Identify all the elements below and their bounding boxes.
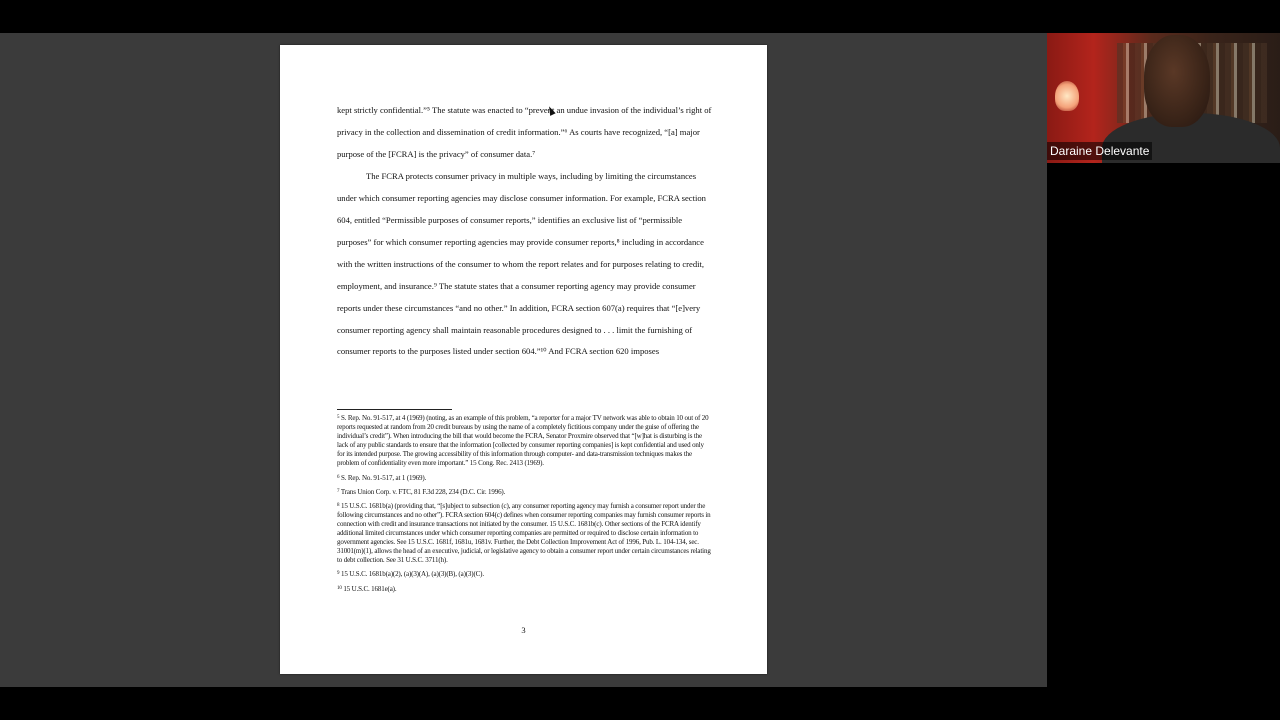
- participant-head: [1144, 35, 1210, 127]
- participant-name-label: Daraine Delevante: [1047, 142, 1152, 160]
- footnote-5: $^5$ S. Rep. No. 91-517, at 4 (1969) (noting, as an example of this problem, “a reporter for a major TV network was able to obtain 10 out of 20 reports requested at random from 20 credit bureaus by using the name of a completely fictitious company under the guise of offering the individual’s credit”). When introducing the bill that would become the FCRA, Senator Proxmire observed that “[w]hat is disturbing is the lack of any public standards to ensure that the information [collected by consumer reporting companies] is kept confidential and used only for its intended purpose. The growing accessibility of this information through computer- and data-transmission techniques makes the problem of confidentiality even more important.” 15 Cong. Rec. 2413 (1969).: [337, 414, 709, 468]
- lamp: [1055, 81, 1079, 111]
- document-page: [280, 45, 767, 674]
- paragraph-1: kept strictly confidential.”⁵ The statute was enacted to “prevent an undue invasion of the individual’s right of privacy in the collection and dissemination of credit information.”⁶ As courts have recognized, “[a] major purpose of the [FCRA] is the privacy” of consumer data.⁷: [337, 105, 712, 159]
- document-body: [337, 100, 717, 363]
- top-bar: [0, 0, 1280, 33]
- paragraph-2: The FCRA protects consumer privacy in multiple ways, including by limiting the circumstances under which consumer reporting agencies may disclose consumer information. For example, FCRA section 604, entitled “Permissible purposes of consumer reports,” identifies an exclusive list of “permissible purposes” for which consumer reporting agencies may provide consumer reports,⁸ including in accordance with the written instructions of the consumer to whom the report relates and for purposes relating to credit, employment, and insurance.⁹ The statute states that a consumer reporting agency may provide consumer reports under these circumstances “and no other.” In addition, FCRA section 607(a) requires that “[e]very consumer reporting agency shall maintain reasonable procedures designed to . . . limit the furnishing of consumer reports to the purposes listed under section 604.”¹⁰ And FCRA section 620 imposes: [337, 170, 706, 357]
- footnote-6: $^6$ S. Rep. No. 91-517, at 1 (1969).: [337, 473, 427, 482]
- bottom-bar: [0, 687, 1280, 720]
- footnote-separator: [337, 409, 452, 410]
- footnote-7: $^7$ Trans Union Corp. v. FTC, 81 F.3d 228, 234 (D.C. Cir. 1996).: [337, 487, 506, 496]
- footnotes: [337, 414, 711, 599]
- page-number: 3: [521, 625, 526, 635]
- footnote-9: $^9$ 15 U.S.C. 1681b(a)(2), (a)(3)(A), (a)(3)(B), (a)(3)(C).: [337, 570, 484, 579]
- footnote-10: $^{10}$ 15 U.S.C. 1681e(a).: [337, 584, 397, 593]
- footnote-8: $^8$ 15 U.S.C. 1681b(a) (providing that, “[s]ubject to subsection (c), any consumer reporting agency may furnish a consumer report under the following circumstances and no other”). FCRA section 604(c) defines when consumer reporting companies may furnish consumer reports in connection with credit and insurance transactions not initiated by the consumer. 15 U.S.C. 1681b(c). Other sections of the FCRA identify additional limited circumstances under which consumer reporting companies are permitted or required to disclose certain information to government agencies. See 15 U.S.C. 1681f, 1681u, 1681v. Further, the Debt Collection Improvement Act of 1996, Pub. L. 104-134, sec. 31001(m)(1), allows the head of an executive, judicial, or legislative agency to obtain a consumer report under certain circumstances relating to debt collection. See 31 U.S.C. 3711(h).: [337, 501, 711, 565]
